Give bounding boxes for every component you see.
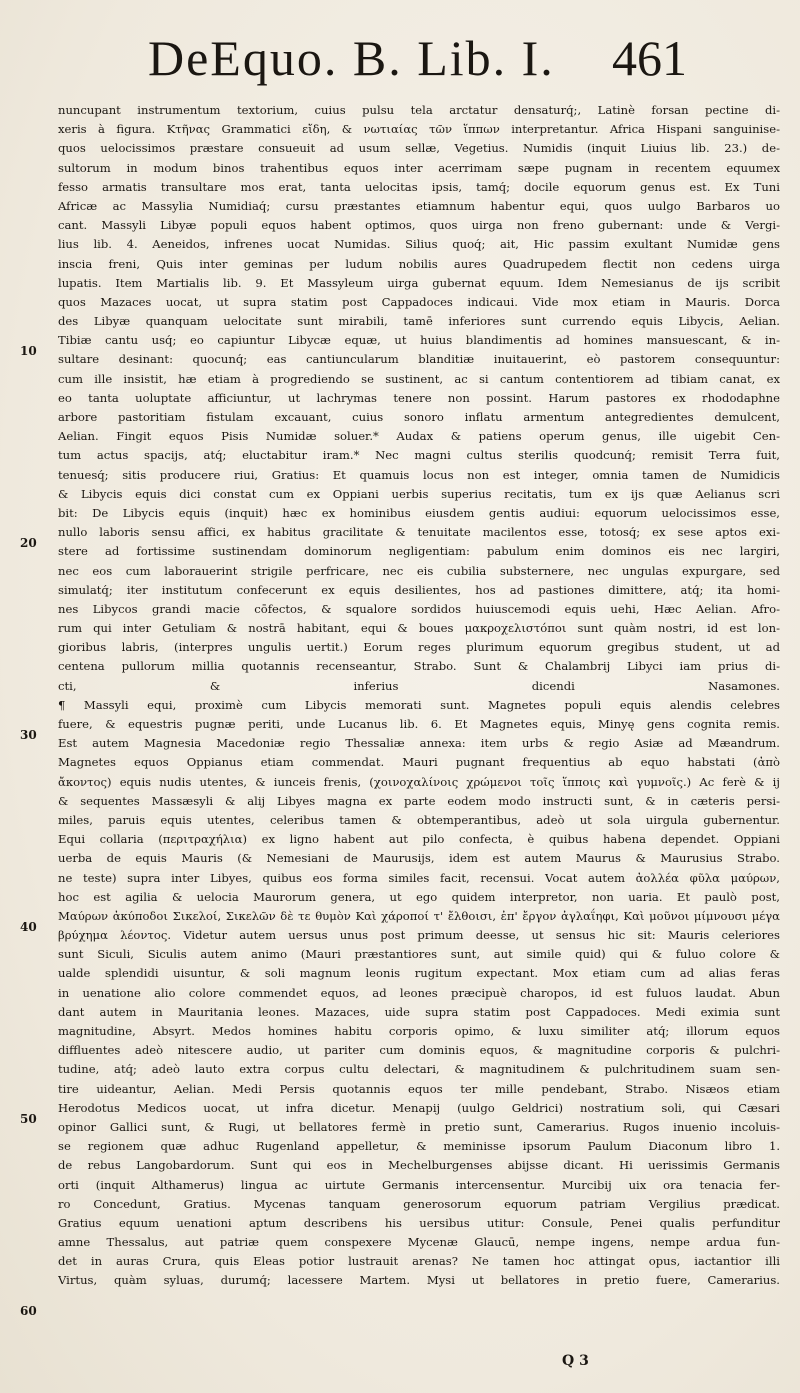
text-line: se regionem quæ adhuc Rugenland appelletur, & meminisse ipsorum Paulum Diaconum libro 1. (58, 1139, 780, 1154)
text-line: tum actus spacijs, atq́; eluctabitur iram.* Nec magni cultus sterilis quodcunq́; remisit Terra fuit, (58, 448, 780, 463)
text-line: sultare desinant: quocunq́; eas cantiuncularum blanditiæ inuitauerint, eò pastorem consequuntur: (58, 352, 780, 367)
page-header (0, 28, 800, 98)
text-line: lupatis. Item Martialis lib. 9. Et Massyleum uirga gubernat equum. Idem Nemesianus de ijs scribit (58, 275, 780, 290)
text-line: des Libyæ quanquam uelocitate sunt mirabili, tamē inferiores sunt currendo equis Libycis, Aelian. (58, 314, 780, 329)
text-line: tudine, atq́; adeò lauto extra corpus cultu delectari, & magnitudinem & pulchritudinem suam sen- (58, 1062, 780, 1077)
text-line: det in auras Crura, quis Eleas potior lustrauit arenas? Ne tamen hoc attingat opus, iactantior illi (58, 1254, 780, 1269)
text-line: & sequentes Massæsyli & alij Libyes magna ex parte eodem modo instructi sunt, & in cæteris persi- (58, 793, 780, 808)
body-text (58, 101, 780, 1291)
text-line: Μαύρων ἀκύποδοι Σικελοί, Σικελῶν δὲ τε θυμὸν Καὶ χάροποί τ' ἔλθοισι, ἐπ' ἔργον ἀγλαΐηφι, Καὶ μοῦνοι μίμνουσι μέγα (58, 908, 780, 923)
margin-line-number: 40 (20, 920, 37, 934)
text-line: bit: De Libycis equis (inquit) hæc ex hominibus eiusdem gentis audiui: equorum uelocissimos esse, (58, 505, 780, 520)
text-line: in uenatione alio colore commendet equos, ad leones præcipuè charopos, id est fuluos laudat. Abun (58, 985, 780, 1000)
text-line: Africæ ac Massylia Numidiaq́; cursu præstantes etiamnum habentur equi, quos uulgo Barbaros uo (58, 198, 780, 213)
text-line: fesso armatis transultare mos erat, tanta uelocitas ipsis, tamq́; docile equorum genus est. Ex Tuni (58, 179, 780, 194)
text-line: tenuesq́; sitis producere riui, Gratius: Et quamuis locus non est integer, omnia tamen de Numidicis (58, 467, 780, 482)
text-line: centena pullorum millia quotannis recenseantur, Strabo. Sunt & Chalambrij Libyci iam prius di- (58, 659, 780, 674)
text-line: quos uelocissimos præstare consueuit ad usum sellæ, Vegetius. Numidis (inquit Liuius lib. 23.) de- (58, 141, 780, 156)
text-line: arbore pastoritiam fistulam excauant, cuius sonoro inflatu armentum antegredientes demulcent, (58, 410, 780, 424)
text-line: opinor Gallici sunt, & Rugi, ut bellatores fermè in pretio sunt, Camerarius. Rugos inuenio incoluis- (58, 1119, 780, 1134)
text-line: nullo laboris sensu affici, ex habitus gracilitate & tenuitate macilentos esse, totosq́; ex sese aptos exi- (58, 525, 780, 540)
text-line: diffluentes adeò nitescere audio, ut pariter cum dominis equos, & magnitudine corporis & pulchri- (58, 1043, 780, 1058)
text-line: cant. Massyli Libyæ populi equos habent optimos, quos uirga non freno gubernant: unde & Vergi- (58, 218, 780, 233)
margin-line-number: 60 (20, 1304, 37, 1318)
text-line: orti (inquit Althamerus) lingua ac uirtute Germanis intercensentur. Murcibij uix ora tenacia fer- (58, 1177, 780, 1192)
text-line: nes Libycos grandi macie cōfectos, & squalore sordidos huiuscemodi equis uehi, Hæc Aelian. Afro- (58, 601, 780, 616)
text-line: Herodotus Medicos uocat, ut infra dicetur. Menapij (uulgo Geldrici) nostratium soli, qui Cæsari (58, 1100, 780, 1115)
text-line: Aelian. Fingit equos Pisis Numidæ soluer.* Audax & patiens operum genus, ille uigebit Cen- (58, 429, 780, 444)
text-line: lius lib. 4. Aeneidos, infrenes uocat Numidas. Silius quoq́; ait, Hic passim exultant Numidæ gens (58, 237, 780, 252)
text-line: ἄκοντος) equis nudis utentes, & iunceis frenis, (χοινοχαλίνοις χρώμενοι τοῖς ἵπποις καὶ γυμνοῖς.) Ac ferè & ij (58, 774, 780, 789)
page-number: 461 (612, 30, 687, 86)
margin-line-number: 10 (20, 344, 37, 358)
margin-line-number: 20 (20, 536, 37, 550)
text-line: de rebus Langobardorum. Sunt qui eos in Mechelburgenses abijsse dicant. Hi uerissimis Germanis (58, 1158, 780, 1173)
margin-line-number: 30 (20, 728, 37, 742)
running-title: DeEquo. B. Lib. I. (148, 30, 555, 86)
text-line: nuncupant instrumentum textorium, cuius pulsu tela arctatur densaturq́;, Latinè forsan pectine di- (58, 103, 780, 117)
text-line: sunt Siculi, Siculis autem animo (Mauri præstantiores sunt, aut simile quid) qui & fuluo colore & (58, 947, 780, 962)
text-line: magnitudine, Absyrt. Medos homines habitu corporis opimo, & luxu similiter atq́; illorum equos (58, 1024, 780, 1038)
text-line: Virtus, quàm syluas, durumq́; lacessere Martem. Mysi ut bellatores in pretio fuere, Camerarius. (58, 1273, 780, 1288)
text-line: rum qui inter Getuliam & nostrā habitant, equi & boues μακροχελιστόποι sunt quàm nostri, id est lon- (58, 621, 780, 636)
text-line: inscia freni, Quis inter geminas per ludum nobilis aures Quadrupedem flectit non cedens uirga (58, 256, 780, 271)
text-line: dant autem in Mauritania leones. Mazaces, uide supra statim post Cappadoces. Medi eximia sunt (58, 1004, 780, 1019)
text-line: sultorum in modum binos trahentibus equos inter acerrimam sæpe pugnam in recentem equumex (58, 160, 780, 175)
text-line: cum ille insistit, hæ etiam à progrediendo se sustinent, ac si cantum contentiorem ad tibiam canat, ex (58, 371, 780, 386)
text-line: gioribus labris, (interpres ungulis uertit.) Eorum reges plurimum equorum gregibus student, ut ad (58, 640, 780, 655)
text-line: eo tanta uoluptate afficiuntur, ut lachrymas tenere non possint. Harum pastores ex rhododaphne (58, 390, 780, 405)
margin-line-number: 50 (20, 1112, 37, 1126)
text-line: Tibiæ cantu usq́; eo capiuntur Libycæ equæ, ut huius blandimentis ad homines mansuescant, & in- (58, 333, 780, 348)
text-line: stere ad fortissime sustinendam dominorum negligentiam: pabulum enim dominos eis nec largiri, (58, 544, 780, 559)
text-line: xeris à figura. Κτῆνας Grammatici εἴδη, & νωτιαίας τῶν ἵππων interpretantur. Africa Hispani sanguinise- (58, 122, 780, 137)
text-line: tire uideantur, Aelian. Medi Persis quotannis equos ter mille pendebant, Strabo. Nisæos etiam (58, 1081, 780, 1096)
text-line: ualde splendidi uisuntur, & soli magnum leonis rugitum expectant. Mox etiam cum ad alias feras (58, 966, 780, 981)
text-line: βρύχημα λέοντος. Videtur autem uersus unus post primum deesse, ut sensus hic sit: Mauris celeriores (58, 928, 780, 943)
text-line: Gratius equum uenationi aptum describens his uersibus utitur: Consule, Penei qualis perfunditur (58, 1215, 780, 1230)
text-line: ¶ Massyli equi, proximè cum Libycis memorati sunt. Magnetes populi equis alendis celebres (58, 697, 780, 712)
text-line: quos Mazaces uocat, ut supra statim post Cappadoces indicaui. Vide mox etiam in Mauris. Dorca (58, 294, 780, 309)
text-line: Equi collaria (περιτραχήλια) ex ligno habent aut pilo confecta, è quibus habena dependet. Oppiani (58, 832, 780, 847)
text-line: simulatq́; iter institutum confecerunt ex equis desilientes, hos ad pastiones dimittere, atq́; ita homi- (58, 582, 780, 597)
text-line: Est autem Magnesia Macedoniæ regio Thessaliæ annexa: item urbs & regio Asiæ ad Mæandrum. (58, 736, 780, 751)
text-line: amne Thessalus, aut patriæ quem conspexere Mycenæ Glaucū, nempe ingens, nempe ardua fun- (58, 1235, 780, 1250)
text-line: Magnetes equos Oppianus etiam commendat. Mauri pugnant frequentius ab equo habstati (ἀπὸ (58, 755, 780, 770)
text-line: hoc est agilia & uelocia Maurorum genera, ut ego quidem interpretor, non uaria. Et paulò post, (58, 889, 780, 904)
text-line: nec eos cum laborauerint strigile perfricare, nec eis cubilia substernere, nec ungulas expurgare, sed (58, 563, 780, 578)
text-line: miles, paruis equis utentes, celeribus tamen & obtemperantibus, adeò ut sola uirgula gubernentur. (58, 812, 780, 827)
text-line: fuere, & equestris pugnæ periti, unde Lucanus lib. 6. Et Magnetes equis, Minyę gens cognita remis. (58, 717, 780, 731)
text-line: ro Concedunt, Gratius. Mycenas tanquam generosorum equorum patriam Vergilius prædicat. (58, 1196, 780, 1211)
text-line: uerba de equis Mauris (& Nemesiani de Maurusijs, idem est autem Maurus & Maurusius Strabo. (58, 851, 780, 866)
text-line: & Libycis equis dici constat cum ex Oppiani uerbis superius recitatis, tum ex ijs quæ Aelianus scri (58, 486, 780, 501)
text-line: cti, & inferius dicendi Nasamones. (58, 678, 780, 693)
text-line: ne teste) supra inter Libyes, quibus eos forma similes facit, recensui. Vocat autem ἀολλέα φῦλα μαύρων, (58, 870, 780, 885)
signature-mark: Q 3 (562, 1353, 589, 1369)
